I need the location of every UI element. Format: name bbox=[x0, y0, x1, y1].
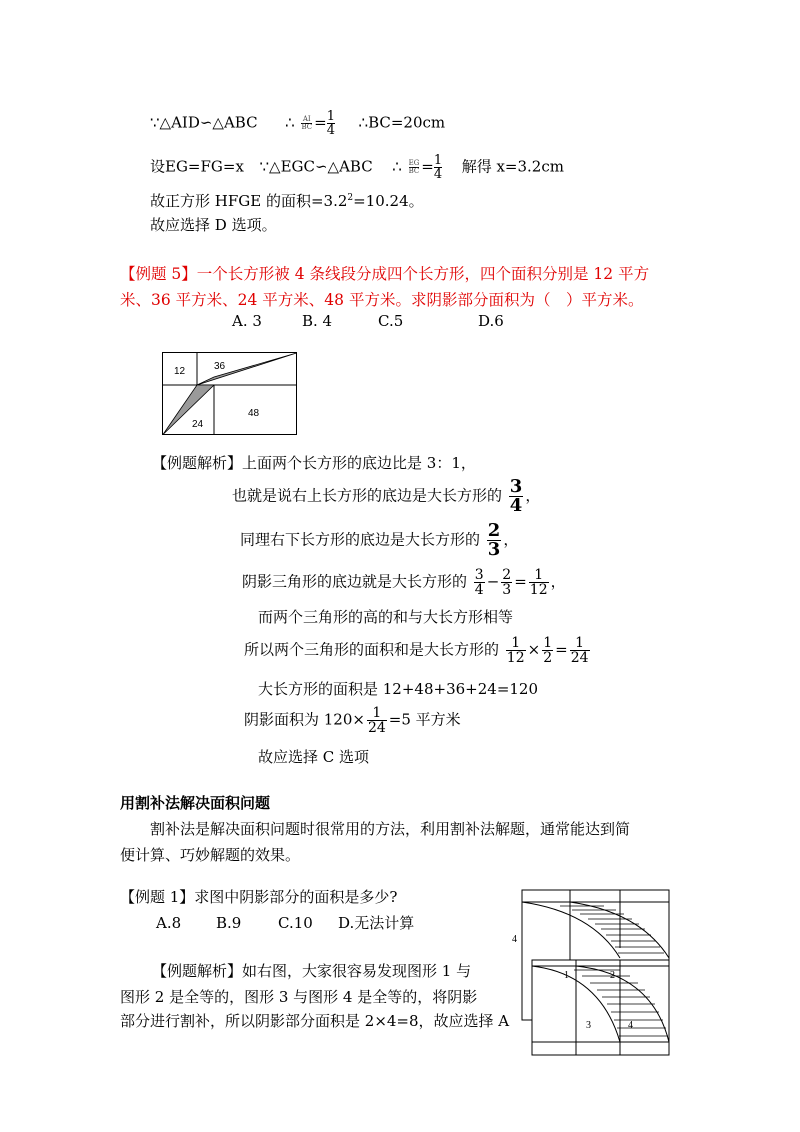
ex5-title-line1: 【例题 5】一个长方形被 4 条线段分成四个长方形，四个面积分别是 12 平方 bbox=[120, 265, 650, 283]
ex1-option-d: D.无法计算 bbox=[338, 914, 415, 932]
sol1-line1: ∵△AID∽△ABC ∴ $\frac{AI}{BC}$ = $\frac{1}{4}$ ∴BC=20cm bbox=[150, 109, 446, 138]
ex5-analysis-l8: 阴影面积为 120× $\frac{1}{24}$ =5 平方米 bbox=[244, 705, 461, 736]
bottom-outer-square bbox=[532, 960, 669, 1055]
bottom-figure bbox=[532, 960, 669, 1055]
analysis-line-3: 同理右下长方形的底边是大长方形的 bbox=[240, 530, 481, 549]
ex5-analysis-l6: 所以两个三角形的面积和是大长方形的 $\frac{1}{12}$ × $\frac{1}{2}$ = $\frac{1}{24}$ bbox=[244, 635, 589, 666]
analysis-line-2: 也就是说右上长方形的底边是大长方形的 bbox=[232, 486, 503, 505]
therefore-symbol: ∴ bbox=[285, 113, 295, 132]
ex5-analysis-l1 bbox=[152, 452, 476, 473]
sol1-let-statement: 设EG=FG=x bbox=[150, 157, 244, 176]
sol1-fraction-2: $\frac{1}{4}$ bbox=[433, 153, 443, 182]
figure-label-2: 2 bbox=[610, 970, 615, 981]
section-intro-l1: 割补法是解决面积问题时很常用的方法，利用割补法解题，通常能达到简 bbox=[150, 820, 631, 838]
shaded-triangle-top bbox=[197, 353, 297, 385]
shaded-triangle-bottom bbox=[163, 385, 214, 435]
figure-label-1: 1 bbox=[564, 970, 569, 981]
ex5-option-b: B. 4 bbox=[302, 312, 333, 330]
ex1-analysis-l1: 【例题解析】如右图，大家很容易发现图形 1 与 bbox=[152, 962, 472, 980]
figure-label-4: 4 bbox=[628, 1020, 633, 1031]
ex1-analysis-l2: 图形 2 是全等的，图形 3 与图形 4 是全等的，将阴影 bbox=[120, 988, 478, 1006]
fraction-1-24: $\frac{1}{24}$ bbox=[570, 635, 589, 666]
figure-label-3: 3 bbox=[586, 1020, 591, 1031]
therefore-symbol-2: ∴ bbox=[392, 157, 402, 176]
ratio-glyph: $\frac{AI}{BC}$ bbox=[301, 115, 313, 131]
sol1-solve-result: 解得 x=3.2cm bbox=[461, 157, 564, 176]
fraction-3-4-b: $\frac{3}{4}$ bbox=[474, 567, 484, 598]
fraction-2-3: $\frac{2}{3}$ bbox=[487, 520, 501, 560]
fraction-1-12-b: $\frac{1}{12}$ bbox=[506, 635, 525, 666]
ex1-option-c: C.10 bbox=[278, 914, 313, 932]
ex5-analysis-l9: 故应选择 C 选项 bbox=[258, 748, 370, 766]
sol1-area-value: =10.24。 bbox=[353, 192, 424, 210]
ex1-options bbox=[156, 912, 414, 933]
ex5-option-c: C.5 bbox=[378, 312, 404, 330]
ex5-analysis-l3: 同理右下长方形的底边是大长方形的 $\frac{2}{3}$ ， bbox=[240, 520, 519, 560]
ex1-option-a: A.8 bbox=[156, 914, 182, 932]
fraction-1-24-b: $\frac{1}{24}$ bbox=[367, 705, 386, 736]
sol1-superscript: 2 bbox=[347, 193, 354, 203]
ex5-analysis-l2: 也就是说右上长方形的底边是大长方形的 $\frac{3}{4}$ ， bbox=[232, 476, 541, 516]
section-intro-l2: 便计算、巧妙解题的效果。 bbox=[120, 846, 301, 864]
section-heading: 用割补法解决面积问题 bbox=[120, 794, 271, 812]
ex5-analysis-l4: 阴影三角形的底边就是大长方形的 $\frac{3}{4}$ − $\frac{2}{3}$ = $\frac{1}{12}$ ， bbox=[242, 567, 566, 598]
sol1-similar-statement: ∵△AID∽△ABC bbox=[150, 113, 258, 132]
ex5-title-line2: 米、36 平方米、24 平方米、48 平方米。求阴影部分面积为（ ）平方米。 bbox=[120, 291, 644, 309]
area-label-48: 48 bbox=[248, 408, 260, 419]
fraction-2-3-b: $\frac{2}{3}$ bbox=[502, 567, 512, 598]
area-label-36: 36 bbox=[214, 361, 226, 372]
sol1-line3 bbox=[150, 190, 424, 211]
sol1-bc-result: ∴BC=20cm bbox=[358, 113, 446, 132]
sol1-line2: 设EG=FG=x ∵△EGC∽△ABC ∴ $\frac{EG}{BC}$ = $\frac{1}{4}$ 解得 x=3.2cm bbox=[150, 153, 564, 182]
ex5-options bbox=[232, 312, 504, 330]
ex5-option-a: A. 3 bbox=[232, 312, 262, 330]
sol1-line4: 故应选择 D 选项。 bbox=[150, 216, 277, 234]
fraction-3-4: $\frac{3}{4}$ bbox=[509, 476, 523, 516]
area-label-12: 12 bbox=[174, 366, 186, 377]
ex5-option-d: D.6 bbox=[478, 312, 504, 330]
sol1-fraction: $\frac{1}{4}$ bbox=[326, 109, 335, 138]
top-figure-label: 4 bbox=[512, 934, 517, 945]
fraction-1-12: $\frac{1}{12}$ bbox=[529, 567, 548, 598]
ex1-figure bbox=[512, 888, 672, 1058]
analysis-line-6: 所以两个三角形的面积和是大长方形的 bbox=[244, 640, 500, 659]
fraction-1-2: $\frac{1}{2}$ bbox=[543, 635, 553, 666]
sol1-area-text: 故正方形 HFGE 的面积=3.2 bbox=[150, 192, 348, 210]
analysis-line-4: 阴影三角形的底边就是大长方形的 bbox=[242, 572, 468, 591]
ex5-rectangle-diagram bbox=[162, 352, 302, 438]
ex1-option-b: B.9 bbox=[216, 914, 242, 932]
ex5-analysis-l5: 而两个三角形的高的和与大长方形相等 bbox=[258, 608, 514, 626]
ex1-title: 【例题 1】求图中阴影部分的面积是多少? bbox=[120, 888, 398, 906]
area-label-24: 24 bbox=[192, 419, 204, 430]
sol1-similar-statement-2: ∵△EGC∽△ABC bbox=[259, 157, 373, 176]
ex5-analysis-l7: 大长方形的面积是 12+48+36+24=120 bbox=[258, 680, 539, 698]
analysis-line-8: 阴影面积为 120× bbox=[244, 710, 365, 729]
analysis-heading: 【例题解析】 bbox=[152, 454, 243, 472]
ratio-glyph-2: $\frac{EG}{BC}$ bbox=[408, 159, 420, 175]
outer-rectangle bbox=[163, 353, 297, 435]
ex1-analysis-l3: 部分进行割补，所以阴影部分面积是 2×4=8，故应选择 A bbox=[120, 1012, 510, 1030]
analysis-line-1: 上面两个长方形的底边比是 3：1， bbox=[242, 454, 476, 472]
